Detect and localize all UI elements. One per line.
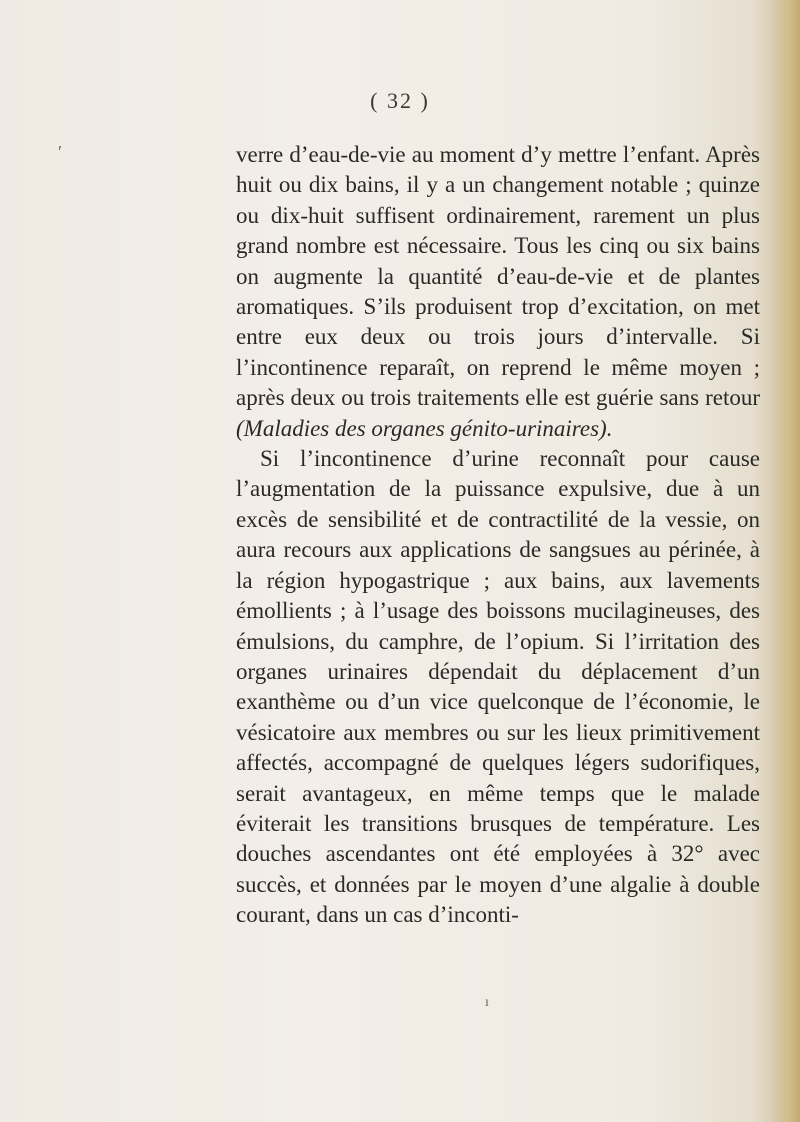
paragraph-1-text: verre d’eau-de-vie au moment d’y mettre l’enfant. Après huit ou dix bains, il y a un changement notable ; quinze ou dix-huit suffisent ordinairement, rarement un plus grand nombre est nécessaire. Tous les cinq ou six bains on augmente la quantité d’eau-de-vie et de plantes aromatiques. S’ils produisent trop d’excitation, on met entre eux deux ou trois jours d’intervalle. Si l’incontinence reparaît, on reprend le même moyen ; après deux ou trois traitements elle est guérie sans retour bbox=[236, 142, 760, 411]
margin-mark-bottom: ı bbox=[485, 995, 489, 1010]
page-edge-shadow bbox=[772, 0, 800, 1122]
margin-mark-left: ′ bbox=[58, 142, 62, 162]
page-number: ( 32 ) bbox=[370, 88, 430, 113]
paragraph-1-reference: (Maladies des organes génito-urinaires). bbox=[236, 415, 613, 441]
paragraph-2: Si l’incontinence d’urine reconnaît pour cause l’augmentation de la puissance expulsive, due à un excès de sensibilité et de contractilité de la vessie, on aura recours aux applications de sangsues au périnée, à la région hypogastrique ; aux bains, aux lavements émollients ; à l’usage des boissons mucilagineuses, des émulsions, du camphre, de l’opium. Si l’irritation des organes urinaires dépendait du déplacement d’un exanthème ou d’un vice quelconque de l’économie, le vésicatoire aux membres ou sur les lieux primitivement affectés, accompagné de quelques légers sudorifiques, serait avantageux, en même temps que le malade éviterait les transitions brusques de température. Les douches ascendantes ont été employées à 32° avec succès, et données par le moyen d’une algalie à double courant, dans un cas d’inconti- bbox=[236, 446, 760, 928]
paragraph-1 bbox=[236, 140, 760, 444]
body-text bbox=[236, 140, 760, 931]
